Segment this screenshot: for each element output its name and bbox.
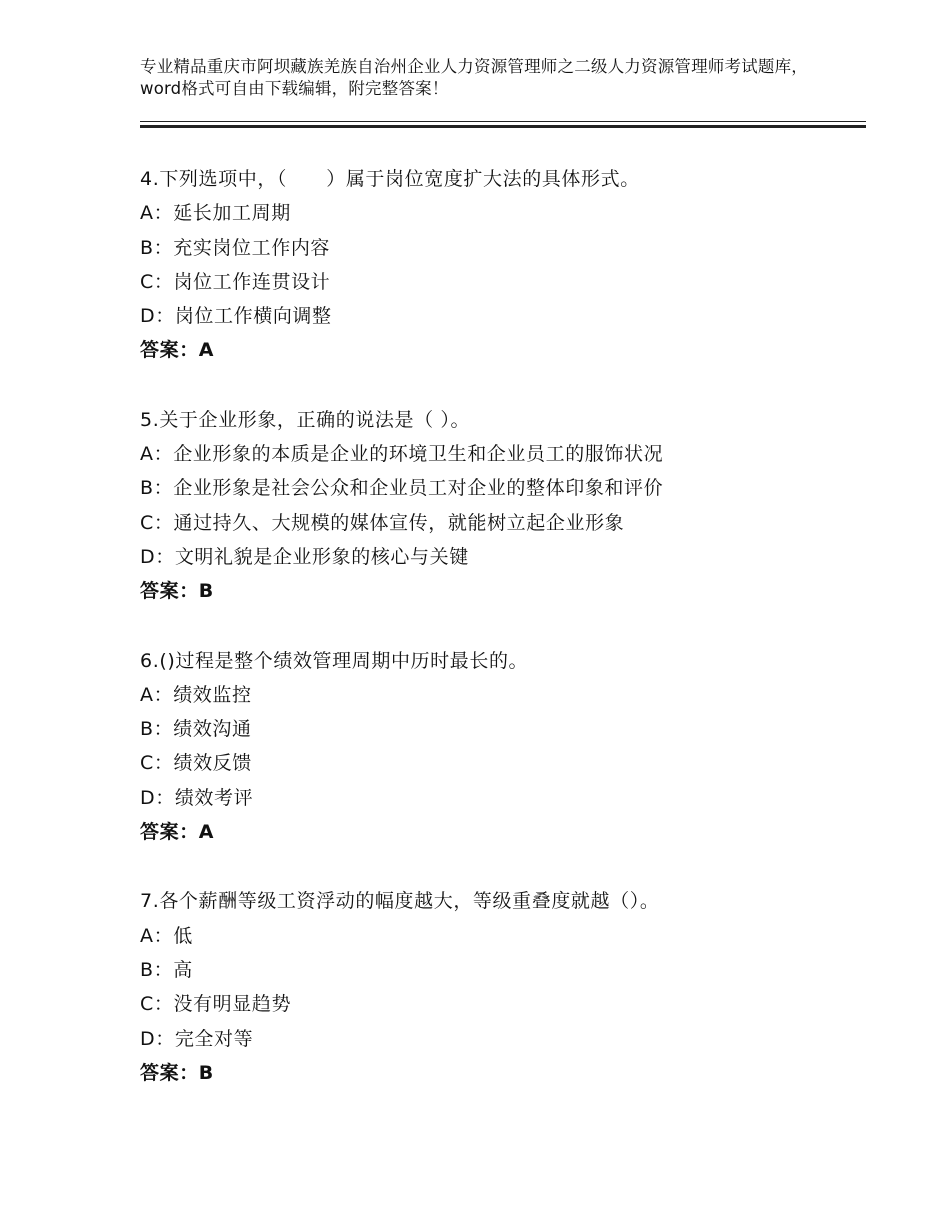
option-b: B：绩效沟通 — [140, 718, 252, 741]
option-a: A：延长加工周期 — [140, 202, 291, 225]
question-stem: 6.()过程是整个绩效管理周期中历时最长的。 — [140, 649, 529, 672]
answer: 答案：B — [140, 1061, 214, 1084]
option-b: B：充实岗位工作内容 — [140, 236, 331, 259]
option-d: D：完全对等 — [140, 1027, 254, 1050]
answer: 答案：A — [140, 821, 215, 844]
answer: 答案：A — [140, 339, 215, 362]
option-a: A：绩效监控 — [140, 683, 252, 706]
option-c: C：通过持久、大规模的媒体宣传，就能树立起企业形象 — [140, 511, 625, 534]
option-c: C：没有明显趋势 — [140, 993, 292, 1016]
option-d: D：岗位工作横向调整 — [140, 305, 332, 328]
question-5 — [140, 403, 880, 609]
question-4 — [140, 162, 880, 368]
option-a: A：低 — [140, 924, 193, 947]
option-d: D：文明礼貌是企业形象的核心与关键 — [140, 545, 469, 568]
answer: 答案：B — [140, 580, 214, 603]
question-6 — [140, 644, 880, 850]
header-rule-thin — [140, 121, 866, 122]
option-c: C：绩效反馈 — [140, 752, 252, 775]
document-header: 专业精品重庆市阿坝藏族羌族自治州企业人力资源管理师之二级人力资源管理师考试题库，word格式可自由下载编辑，附完整答案！ — [140, 57, 808, 98]
question-7 — [140, 884, 880, 1090]
option-b: B：高 — [140, 958, 193, 981]
question-list — [140, 162, 880, 1125]
option-a: A：企业形象的本质是企业的环境卫生和企业员工的服饰状况 — [140, 443, 664, 466]
header-rule-thick — [140, 125, 866, 128]
question-stem: 4.下列选项中，（ ）属于岗位宽度扩大法的具体形式。 — [140, 168, 640, 190]
option-b: B：企业形象是社会公众和企业员工对企业的整体印象和评价 — [140, 477, 664, 500]
option-d: D：绩效考评 — [140, 786, 254, 809]
option-c: C：岗位工作连贯设计 — [140, 270, 331, 293]
question-stem: 5.关于企业形象，正确的说法是（ ）。 — [140, 408, 471, 431]
question-stem: 7.各个薪酬等级工资浮动的幅度越大，等级重叠度就越（）。 — [140, 890, 660, 913]
